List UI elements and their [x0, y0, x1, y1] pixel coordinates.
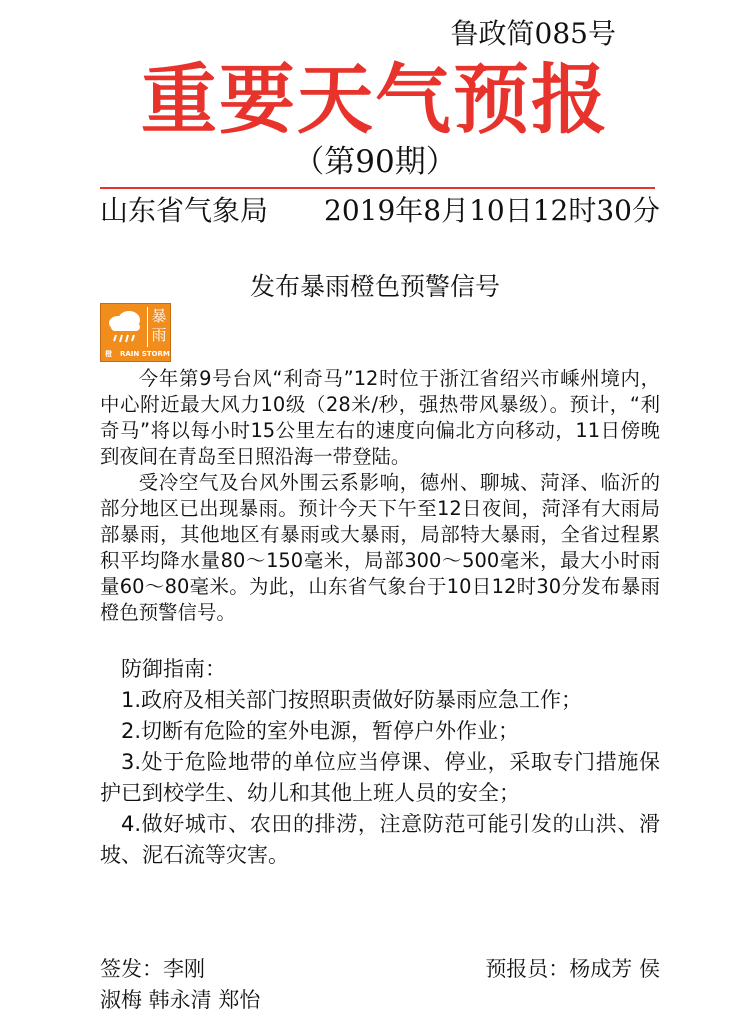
doc-number: 鲁政简085号	[450, 17, 616, 50]
badge-divider	[147, 307, 148, 347]
body-paragraph-2: 受冷空气及台风外围云系影响，德州、聊城、菏泽、临沂的部分地区已出现暴雨。预计今天下午至12日夜间，菏泽有大雨局部暴雨，其他地区有暴雨或大暴雨，局部特大暴雨，全省过程累积平均降水量80～150毫米，局部300～500毫米，最大小时雨量60～80毫米。为此，山东省气象台于10日12时30分发布暴雨橙色预警信号。	[100, 471, 660, 624]
badge-english: RAIN STORM	[120, 350, 170, 358]
badge-char-2: 雨	[151, 326, 167, 344]
guidance-section	[100, 654, 660, 871]
badge-caption	[101, 348, 170, 360]
guidance-item-1: 1.政府及相关部门按照职责做好防暴雨应急工作；	[121, 688, 583, 712]
guidance-item-2: 2.切断有危险的室外电源，暂停户外作业；	[121, 719, 520, 743]
rainstorm-warning-badge	[100, 303, 171, 362]
forecast-body	[100, 366, 660, 626]
header-rule	[100, 187, 655, 189]
signer: 签发：李刚	[100, 957, 205, 981]
subtitle: 发布暴雨橙色预警信号	[249, 272, 500, 301]
guidance-item-4: 4.做好城市、农田的排涝，注意防范可能引发的山洪、滑坡、泥石流等灾害。	[100, 812, 660, 867]
signoff	[100, 954, 660, 1016]
guidance-title: 防御指南：	[121, 657, 226, 681]
rain-cloud-icon	[105, 309, 145, 347]
guidance-item-3: 3.处于危险地带的单位应当停课、停业，采取专门措施保护已到校学生、幼儿和其他上班人员的安全；	[100, 750, 660, 805]
badge-char-1: 暴	[151, 307, 167, 325]
issue-time: 2019年8月10日12时30分	[324, 194, 660, 227]
issuer-line	[100, 194, 660, 228]
badge-chars	[149, 307, 169, 345]
main-title: 重要天气预报	[141, 55, 609, 144]
badge-level: 橙	[105, 350, 112, 358]
issuer-name: 山东省气象局	[100, 194, 269, 227]
body-paragraph-1: 今年第9号台风“利奇马”12时位于浙江省绍兴市嵊州境内，中心附近最大风力10级（28米/秒，强热带风暴级）。预计，“利奇马”将以每小时15公里左右的速度向偏北方向移动，11日傍晚到夜间在青岛至日照沿海一带登陆。	[100, 367, 660, 468]
issue-number: （第90期）	[293, 144, 457, 180]
forecasters-line-2: 淑梅 韩永清 郑怡	[100, 988, 261, 1012]
forecasters-line-1: 预报员：杨成芳 侯	[485, 957, 660, 981]
